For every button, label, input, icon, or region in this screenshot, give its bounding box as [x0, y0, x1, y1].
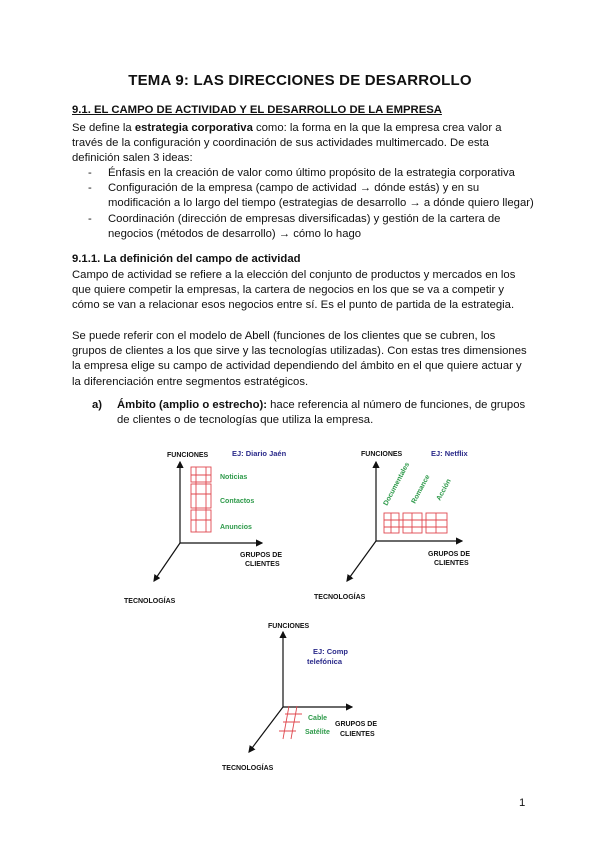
label-contactos: Contactos	[220, 498, 255, 505]
axis-label-clientes: CLIENTES	[340, 731, 375, 738]
label-noticias: Noticias	[220, 474, 248, 481]
label-cable: Cable	[308, 715, 328, 722]
list-item: - Configuración de la empresa (campo de actividad → dónde estás) y en su modificación a lo largo del tiempo (estrategias de desarrollo → a dónde quiero llegar)	[88, 182, 534, 210]
axis-label-grupos: GRUPOS DE	[335, 721, 378, 728]
red-scope-block	[191, 467, 211, 532]
label-anuncios: Anuncios	[220, 524, 252, 531]
subsection-heading: 9.1.1. La definición del campo de actividad	[72, 253, 301, 265]
example-label-line2: telefónica	[307, 657, 343, 666]
intro-post: como: la forma en la que la empresa crea valor a través de la configuración y coordinación de sus actividades multimercado. De esta definición salen 3 ideas:	[72, 122, 502, 165]
tecnologias-axis	[347, 541, 376, 581]
label-accion: Acción	[435, 478, 453, 502]
intro-pre: Se define la	[72, 122, 135, 134]
item-a-text: hace referencia al número de funciones, de grupos de clientes o de tecnologías que utiliza la empresa.	[117, 399, 526, 427]
diagram-netflix	[314, 449, 470, 601]
axis-label-tecnologias: TECNOLOGÍAS	[222, 765, 274, 772]
example-label: EJ: Netflix	[431, 449, 468, 458]
paragraph-campo-actividad: Campo de actividad se refiere a la elección del conjunto de productos y mercados en los que quiere competir la empresas, la cartera de negocios en los que se va a competir y cómo se van a relacionar esos negocios entre sí. Es el punto de partida de la estrategia.	[72, 269, 516, 312]
tecnologias-axis	[249, 707, 283, 752]
axis-label-funciones: FUNCIONES	[167, 452, 209, 459]
axis-label-funciones: FUNCIONES	[268, 623, 310, 630]
axis-label-grupos: GRUPOS DE	[240, 552, 283, 559]
red-scope-block	[384, 513, 447, 533]
page-title: TEMA 9: LAS DIRECCIONES DE DESARROLLO	[128, 72, 472, 89]
label-documentales: Documentales	[382, 461, 412, 507]
axis-label-tecnologias: TECNOLOGÍAS	[124, 598, 176, 605]
red-scope-block	[279, 706, 302, 739]
axis-label-clientes: CLIENTES	[245, 561, 280, 568]
page-number: 1	[519, 797, 526, 809]
example-label: EJ: Diario Jaén	[232, 449, 287, 458]
axis-label-clientes: CLIENTES	[434, 560, 469, 567]
paragraph-modelo-abell: Se puede referir con el modelo de Abell (funciones de los clientes que se cubren, los grupos de clientes a los que sirve y las tecnologías utilizadas). Con estas tres dimensiones la empresa elige su campo de actividad dependiendo del ámbito en el que quiere actuar y la diferenciación entre segmentos estratégicos.	[72, 330, 527, 388]
item-a-bold: Ámbito (amplio o estrecho):	[117, 399, 268, 411]
diagram-diario-jaen	[124, 449, 287, 605]
label-romance: Romance	[410, 473, 432, 505]
label-satelite: Satélite	[305, 729, 330, 736]
tecnologias-axis	[154, 543, 180, 581]
axis-label-grupos: GRUPOS DE	[428, 551, 471, 558]
axis-label-tecnologias: TECNOLOGÍAS	[314, 594, 366, 601]
axis-label-funciones: FUNCIONES	[361, 451, 403, 458]
intro-bold-term: estrategia corporativa	[134, 122, 253, 134]
list-item: - Énfasis en la creación de valor como último propósito de la estrategia corporativa	[88, 167, 515, 179]
list-item: - Coordinación (dirección de empresas diversificadas) y gestión de la cartera de negocios (métodos de desarrollo) → cómo lo hago	[88, 212, 501, 240]
diagram-comp-telefonica	[222, 623, 377, 772]
section-heading: 9.1. EL CAMPO DE ACTIVIDAD Y EL DESARROLLO DE LA EMPRESA	[72, 104, 442, 116]
item-a-label: a)	[92, 399, 103, 411]
example-label-line1: EJ: Comp	[313, 647, 349, 656]
